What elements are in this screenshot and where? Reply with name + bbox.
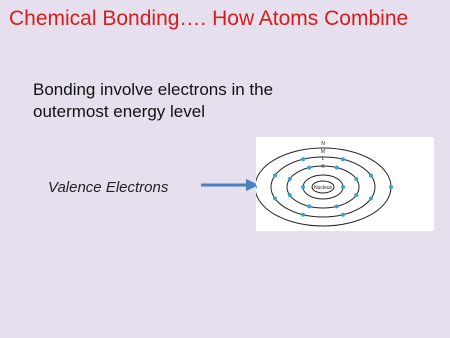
shell-label-m: M xyxy=(320,149,326,155)
electron-dot xyxy=(307,166,311,170)
shell-label-k: K xyxy=(321,164,325,170)
electron-dot xyxy=(369,174,373,178)
shell-label-l: L xyxy=(321,156,325,162)
electron-dot xyxy=(301,157,305,161)
electron-dot xyxy=(389,185,393,189)
nucleus-label: Nucleus xyxy=(313,185,333,191)
electron-dot xyxy=(354,177,358,181)
slide-title: Chemical Bonding…. How Atoms Combine xyxy=(9,7,409,30)
electron-dot xyxy=(273,197,277,201)
electron-dot xyxy=(288,193,292,197)
electron-dot xyxy=(369,197,373,201)
electron-dot xyxy=(301,213,305,217)
electron-dot xyxy=(341,185,345,189)
atom-shell-diagram xyxy=(256,137,434,231)
electron-dot xyxy=(288,177,292,181)
electron-dot xyxy=(341,157,345,161)
valence-electrons-label: Valence Electrons xyxy=(48,179,169,196)
shell-labels xyxy=(321,141,325,170)
electron-dot xyxy=(354,193,358,197)
electron-dot xyxy=(256,185,257,189)
electron-dot xyxy=(301,185,305,189)
electron-dot xyxy=(307,204,311,208)
electron-dot xyxy=(335,204,339,208)
electron-dot xyxy=(335,166,339,170)
electron-dot xyxy=(341,213,345,217)
arrow-right-icon xyxy=(200,178,260,192)
electron-dot xyxy=(273,174,277,178)
shell-label-n: N xyxy=(321,141,325,147)
slide-body-text: Bonding involve electrons in the outermost energy level xyxy=(33,80,274,121)
